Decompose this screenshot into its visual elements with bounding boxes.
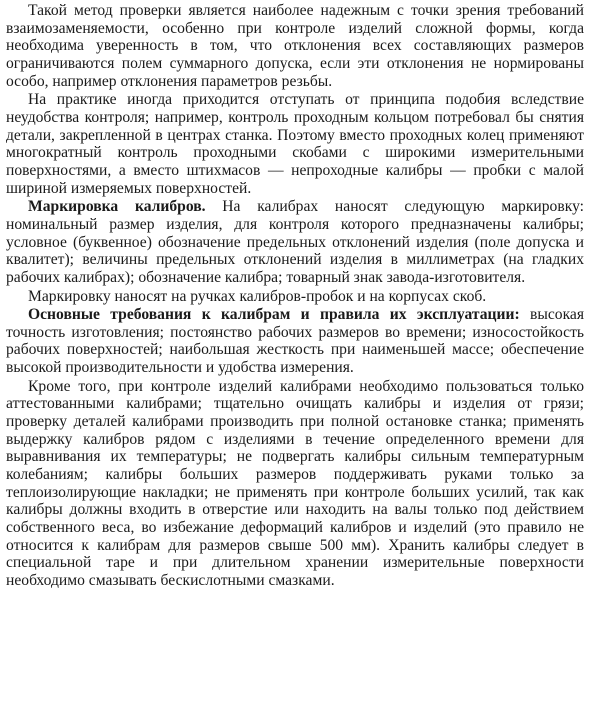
paragraph-text: Маркировку наносят на ручках калибров-пробок и на корпусах скоб. — [28, 287, 487, 305]
paragraph-gauge-requirements — [6, 306, 584, 377]
paragraph-gauge-marking — [6, 198, 584, 286]
paragraph-text: Такой метод проверки является наиболее надежным с точки зрения требований взаимозаменяемости, особенно при контроле изделий сложной формы, когда необходима уверенность в том, что отклонения всех составляющих размеров ограничиваются полем суммарного допуска, если эти отклонения не нормированы особо, например отклонения параметров резьбы. — [6, 2, 584, 90]
paragraph-text: высокая точность изготовления; постоянство рабочих размеров во времени; износостойкость рабочих поверхностей; наибольшая жесткость при наименьшей массе; обеспечение высокой производительности и удобства измерения. — [6, 306, 585, 377]
paragraph-text: На калибрах наносят следующую маркировку: номинальный размер изделия, для контроля которого предназначены калибры; условное (буквенное) обозначение предельных отклонений изделия (поле допуска и квалитет); величины предельных отклонений изделия в миллиметрах (на гладких рабочих калибрах); обозначение калибра; товарный знак завода-изготовителя. — [6, 198, 584, 286]
paragraph-method-reliability — [6, 2, 584, 90]
paragraph-practice-deviation — [6, 91, 584, 197]
paragraph-usage-rules — [6, 378, 584, 590]
section-heading-marking: Маркировка калибров. — [28, 198, 206, 216]
paragraph-marking-location — [6, 288, 584, 306]
section-heading-requirements: Основные требования к калибрам и правила их эксплуатации: — [28, 306, 520, 324]
paragraph-text: На практике иногда приходится отступать от принципа подобия вследствие неудобства контроля; например, контроль проходным кольцом потребовал бы снятия детали, закрепленной в центрах станка. Поэтому вместо проходных колец применяют многократный контроль проходными скобами с широкими измерительными поверхностями, а вместо штихмасов — непроходные калибры — пробки с малой шириной измеряемых поверхностей. — [6, 91, 584, 197]
paragraph-text: Кроме того, при контроле изделий калибрами необходимо пользоваться только аттестованными калибрами; тщательно очищать калибры и изделия от грязи; проверку деталей калибрами производить при полной остановке станка; применять выдержку калибров рядом с изделиями в течение определенного времени для выравнивания их температуры; не подвергать калибры сильным температурным колебаниям; калибры больших размеров поддерживать руками только за теплоизолирующие накладки; не применять при контроле больших усилий, так как калибры должны входить в отверстие или находить на валы только под действием собственного веса, во избежание деформаций калибров и изделий (это правило не относится к калибрам для размеров свыше 500 мм). Хранить калибры следует в специальной таре и при длительном хранении измерительные поверхности необходимо смазывать бескислотными смазками. — [6, 377, 584, 589]
